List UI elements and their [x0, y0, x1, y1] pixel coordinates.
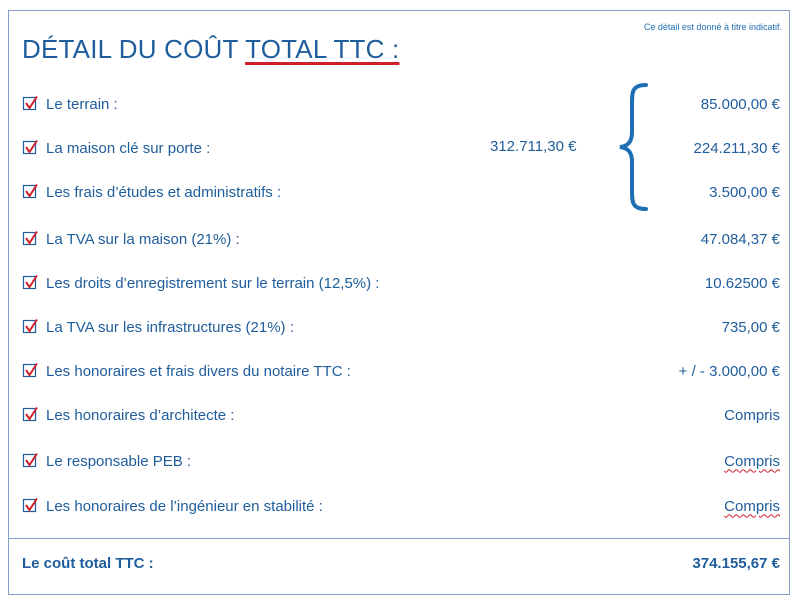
cost-item-droits-enregistrement	[22, 270, 780, 296]
cost-item-value: 47.084,37 €	[700, 230, 780, 248]
disclaimer-note: Ce détail est donné à titre indicatif.	[643, 22, 782, 32]
title-part-2: TOTAL TTC :	[245, 34, 400, 64]
cost-item-value: 224.211,30 €	[693, 139, 780, 157]
checkbox-check-icon	[22, 139, 40, 157]
checkbox-check-icon	[22, 95, 40, 113]
cost-item-maison	[22, 135, 780, 161]
cost-item-label: Les droits d’enregistrement sur le terrain (12,5%) :	[46, 274, 380, 292]
subtotal-value: 312.711,30 €	[490, 138, 577, 155]
cost-item-label: Les honoraires de l’ingénieur en stabilité :	[46, 497, 323, 515]
cost-item-label: Les honoraires et frais divers du notaire TTC :	[46, 362, 351, 380]
cost-item-ingenieur	[22, 493, 780, 519]
cost-item-value: 10.62500 €	[704, 274, 780, 292]
total-value: 374.155,67 €	[692, 554, 780, 572]
cost-item-label: La TVA sur les infrastructures (21%) :	[46, 318, 294, 336]
checkbox-check-icon	[22, 497, 40, 515]
cost-item-architecte	[22, 402, 780, 428]
checkbox-check-icon	[22, 230, 40, 248]
cost-item-label: La TVA sur la maison (21%) :	[46, 230, 240, 248]
cost-item-value: 3.500,00 €	[709, 183, 780, 201]
cost-item-label: Le terrain :	[46, 95, 118, 113]
cost-item-value: 735,00 €	[721, 318, 780, 336]
checkbox-check-icon	[22, 318, 40, 336]
cost-item-label: Les honoraires d’architecte :	[46, 406, 235, 424]
checkbox-check-icon	[22, 452, 40, 470]
cost-item-notaire	[22, 358, 780, 384]
cost-item-label: Les frais d’études et administratifs :	[46, 183, 282, 201]
cost-item-peb	[22, 448, 780, 474]
cost-item-terrain	[22, 91, 780, 117]
cost-item-tva-infrastructures	[22, 314, 780, 340]
cost-item-value: + / - 3.000,00 €	[678, 362, 780, 380]
cost-item-label: La maison clé sur porte :	[46, 139, 211, 157]
title-part-1: DÉTAIL DU COÛT	[22, 34, 239, 64]
checkbox-check-icon	[22, 362, 40, 380]
cost-item-tva-maison	[22, 226, 780, 252]
curly-brace-icon	[612, 82, 652, 212]
cost-item-value: Compris	[724, 406, 780, 424]
cost-item-value: Compris	[724, 452, 780, 470]
checkbox-check-icon	[22, 406, 40, 424]
total-row	[22, 550, 780, 576]
cost-item-label: Le responsable PEB :	[46, 452, 192, 470]
total-divider	[8, 538, 790, 539]
checkbox-check-icon	[22, 183, 40, 201]
page-title	[22, 34, 399, 65]
checkbox-check-icon	[22, 274, 40, 292]
cost-item-value: 85.000,00 €	[700, 95, 780, 113]
cost-item-value: Compris	[724, 497, 780, 515]
cost-item-frais-etudes	[22, 179, 780, 205]
total-label: Le coût total TTC :	[22, 554, 154, 572]
